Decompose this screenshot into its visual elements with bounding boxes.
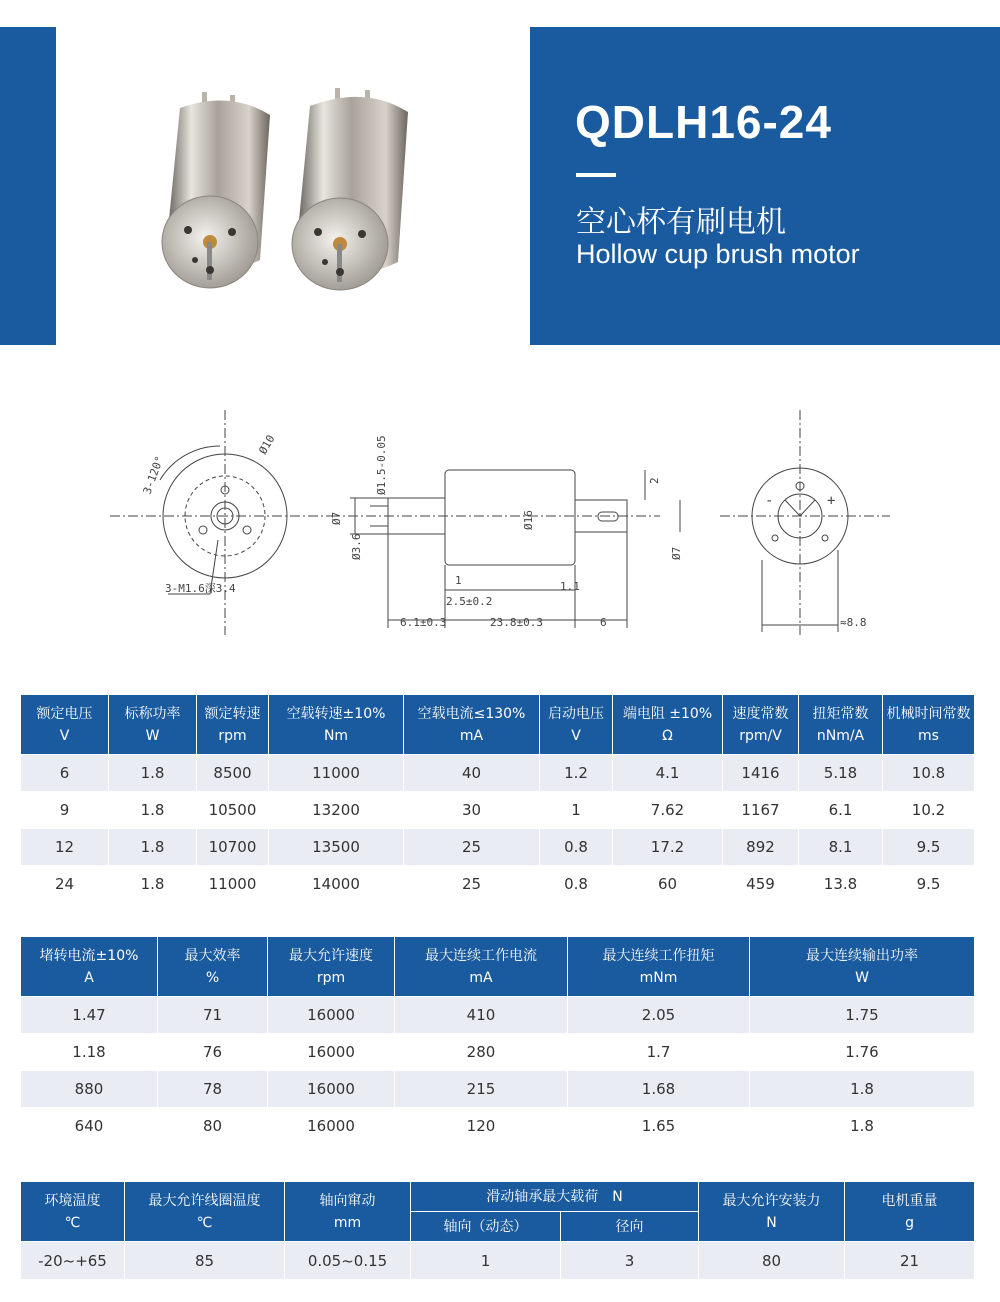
table-cell: 13500 [269,829,404,866]
table-cell: 80 [158,1108,268,1145]
table-cell: 9.5 [883,829,975,866]
table-cell: 3 [561,1242,699,1280]
header-cell: 空载电流≤130% mA [404,695,540,755]
table-cell: 215 [395,1071,568,1108]
header-cell: 轴向（动态） [411,1212,561,1242]
front-label: Ø10 [256,432,278,457]
table-cell: 1.7 [568,1034,750,1071]
header-cell: 最大效率 % [158,937,268,997]
table-row [21,829,975,866]
table-row [21,1071,975,1108]
header-cell: 额定电压 V [21,695,109,755]
header-cell: 扭矩常数 nNm/A [799,695,883,755]
table-cell: 1.2 [540,755,613,792]
table-cell: 40 [404,755,540,792]
back-label: ≈8.8 [840,616,867,629]
table-cell: 0.05~0.15 [285,1242,411,1280]
motor-left [162,92,270,288]
title-divider [576,173,616,177]
table-cell: 1416 [723,755,799,792]
table-cell: 10700 [197,829,269,866]
table-header-row [21,695,975,755]
table-header-row [21,1182,975,1212]
table-cell: 1 [540,792,613,829]
table-cell: 280 [395,1034,568,1071]
motor-photo [140,80,430,310]
table-cell: 8500 [197,755,269,792]
table-cell: 1.18 [21,1034,158,1071]
spec-table-electrical [20,694,975,903]
technical-drawing [100,400,900,645]
side-label: 6.1±0.3 [400,616,447,629]
table-cell: 1.47 [21,997,158,1034]
header-cell: 启动电压 V [540,695,613,755]
table-cell: 16000 [268,1108,395,1145]
table-cell: 9 [21,792,109,829]
table-cell: 1.8 [109,866,197,903]
table-cell: 8.1 [799,829,883,866]
header-cell: 标称功率 W [109,695,197,755]
table-cell: 640 [21,1108,158,1145]
table-row [21,1108,975,1145]
table-row [21,997,975,1034]
table-row [21,1242,975,1280]
table-cell: 17.2 [613,829,723,866]
table-cell: 1167 [723,792,799,829]
header-cell: 径向 [561,1212,699,1242]
header-cell: 端电阻 ±10% Ω [613,695,723,755]
table-cell: 880 [21,1071,158,1108]
side-label: 23.8±0.3 [490,616,543,629]
table-cell: 16000 [268,1071,395,1108]
side-label: 2.5±0.2 [446,595,493,608]
table-header-row [21,937,975,997]
table-cell: 0.8 [540,829,613,866]
table-row [21,792,975,829]
header-cell: 最大允许速度 rpm [268,937,395,997]
table-cell: 13200 [269,792,404,829]
header-cell: 最大允许线圈温度 ℃ [125,1182,285,1242]
table-cell: 30 [404,792,540,829]
table-cell: 4.1 [613,755,723,792]
header-cell: 机械时间常数 ms [883,695,975,755]
table-cell: 1 [411,1242,561,1280]
side-label: 1 [455,574,462,587]
table-cell: 76 [158,1034,268,1071]
table-cell: 6 [21,755,109,792]
table-row [21,866,975,903]
product-name-cn: 空心杯有刷电机 [576,205,786,240]
header-cell: 最大连续工作扭矩 mNm [568,937,750,997]
table-cell: 5.18 [799,755,883,792]
table-cell: 7.62 [613,792,723,829]
side-view [330,435,683,629]
table-cell: 10500 [197,792,269,829]
table-cell: 1.65 [568,1108,750,1145]
table-cell: 78 [158,1071,268,1108]
table-cell: 11000 [197,866,269,903]
side-label: 6 [600,616,607,629]
table-cell: 25 [404,829,540,866]
header-cell: 空载转速±10% Nm [269,695,404,755]
table-cell: 1.8 [109,755,197,792]
table-cell: 0.8 [540,866,613,903]
side-label: Ø7 [330,511,343,525]
header-cell: 环境温度 ℃ [21,1182,125,1242]
table-cell: 2.05 [568,997,750,1034]
header-cell: 速度常数 rpm/V [723,695,799,755]
table-cell: 24 [21,866,109,903]
table-cell: 1.8 [750,1108,975,1145]
front-view [110,410,340,635]
table-cell: 16000 [268,997,395,1034]
table-cell: 21 [845,1242,975,1280]
table-cell: 1.76 [750,1034,975,1071]
side-label: Ø1.5-0.05 [375,435,388,495]
header-cell: 堵转电流±10% A [21,937,158,997]
title-panel [530,27,1000,345]
table-cell: 12 [21,829,109,866]
table-cell: 1.75 [750,997,975,1034]
table-cell: 892 [723,829,799,866]
header-cell: 最大允许安装力 N [699,1182,845,1242]
header-cell: 额定转速 rpm [197,695,269,755]
side-label: 1.1 [560,580,580,593]
table-cell: 10.8 [883,755,975,792]
front-label: 3-120° [140,454,167,497]
table-cell: 120 [395,1108,568,1145]
table-cell: -20~+65 [21,1242,125,1280]
table-cell: 1.8 [109,792,197,829]
side-label: Ø3.6 [350,533,363,560]
header-cell: 最大连续工作电流 mA [395,937,568,997]
back-view [720,410,890,635]
table-row [21,1034,975,1071]
table-cell: 11000 [269,755,404,792]
front-label: 3-M1.6深3.4 [165,582,236,595]
model-title: QDLH16-24 [575,96,832,148]
table-cell: 9.5 [883,866,975,903]
motor-right [292,88,408,290]
spec-table-performance [20,936,975,1145]
table-cell: 71 [158,997,268,1034]
spec-table-mechanical [20,1181,975,1280]
table-cell: 25 [404,866,540,903]
header-cell: 滑动轴承最大载荷 N [411,1182,699,1212]
table-cell: 16000 [268,1034,395,1071]
table-cell: 6.1 [799,792,883,829]
table-cell: 1.8 [109,829,197,866]
header-cell: 电机重量 g [845,1182,975,1242]
side-label: Ø7 [670,546,683,560]
left-accent-bar [0,27,56,345]
product-name-en: Hollow cup brush motor [576,239,860,269]
table-cell: 60 [613,866,723,903]
table-cell: 85 [125,1242,285,1280]
table-cell: 1.8 [750,1071,975,1108]
side-label: 2 [648,477,661,484]
back-label: - [765,493,774,509]
table-cell: 10.2 [883,792,975,829]
side-label: Ø16 [522,510,535,530]
header-cell: 轴向窜动 mm [285,1182,411,1242]
table-cell: 13.8 [799,866,883,903]
table-cell: 410 [395,997,568,1034]
table-cell: 459 [723,866,799,903]
table-cell: 80 [699,1242,845,1280]
table-cell: 14000 [269,866,404,903]
header-cell: 最大连续输出功率 W [750,937,975,997]
table-cell: 1.68 [568,1071,750,1108]
back-label: + [827,493,836,509]
table-row [21,755,975,792]
